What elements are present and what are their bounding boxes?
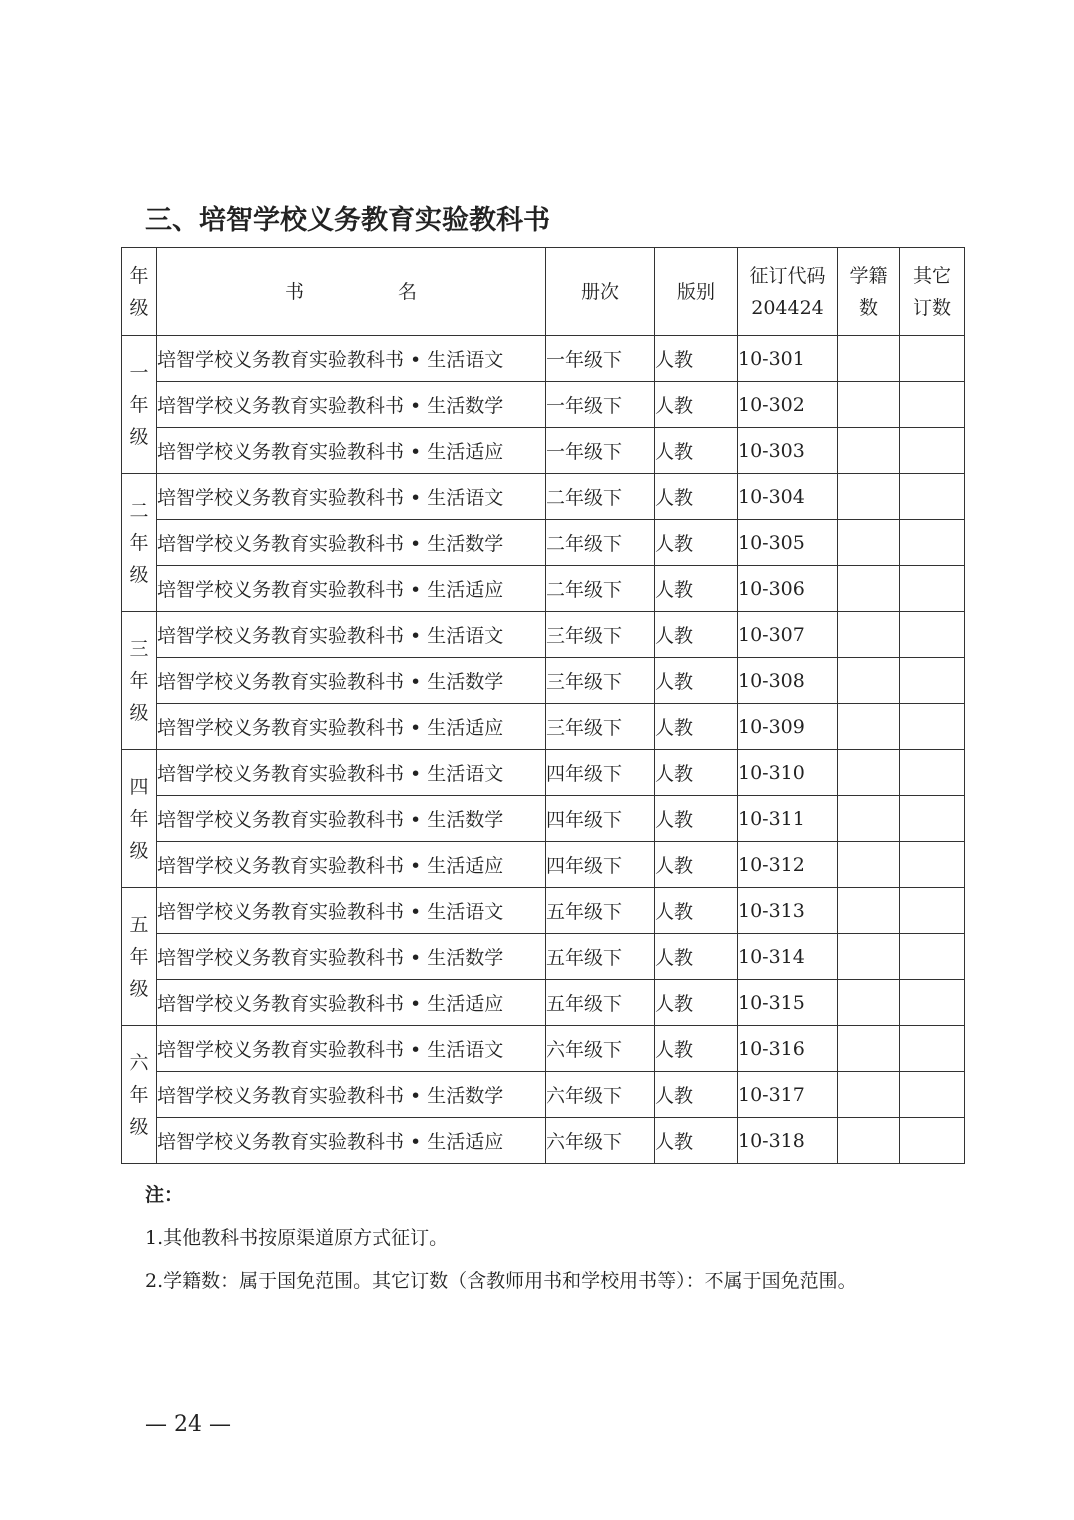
book-name-cell: 培智学校义务教育实验教科书 • 生活适应 (157, 428, 546, 474)
other-orders-cell[interactable] (900, 474, 965, 520)
enrollment-count-cell[interactable] (838, 566, 900, 612)
other-orders-cell[interactable] (900, 520, 965, 566)
volume-cell: 六年级下 (546, 1026, 655, 1072)
grade-char: 五 (129, 913, 149, 936)
volume-cell: 四年级下 (546, 750, 655, 796)
table-row (122, 566, 965, 612)
grade-char: 年 (129, 1083, 149, 1106)
page-title: 三、培智学校义务教育实验教科书 (145, 205, 550, 236)
table-row (122, 658, 965, 704)
other-orders-cell[interactable] (900, 796, 965, 842)
volume-cell: 六年级下 (546, 1072, 655, 1118)
grade-char: 一 (129, 361, 149, 384)
table-row (122, 934, 965, 980)
textbook-order-table (121, 247, 965, 1164)
volume-cell: 一年级下 (546, 382, 655, 428)
order-code-cell: 10-312 (738, 842, 838, 888)
table-row (122, 1026, 965, 1072)
enrollment-count-cell[interactable] (838, 428, 900, 474)
grade-char: 年 (129, 669, 149, 692)
book-name-cell: 培智学校义务教育实验教科书 • 生活数学 (157, 520, 546, 566)
book-name-cell: 培智学校义务教育实验教科书 • 生活适应 (157, 1118, 546, 1164)
order-code-cell: 10-311 (738, 796, 838, 842)
order-code-cell: 10-302 (738, 382, 838, 428)
order-code-cell: 10-313 (738, 888, 838, 934)
notes-section (145, 1180, 857, 1311)
book-name-cell: 培智学校义务教育实验教科书 • 生活语文 (157, 612, 546, 658)
enrollment-count-cell[interactable] (838, 1118, 900, 1164)
other-orders-cell[interactable] (900, 428, 965, 474)
volume-cell: 二年级下 (546, 520, 655, 566)
grade-char: 三 (129, 637, 149, 660)
volume-cell: 五年级下 (546, 934, 655, 980)
enrollment-count-cell[interactable] (838, 888, 900, 934)
grade-cell (122, 336, 157, 474)
order-code-cell: 10-318 (738, 1118, 838, 1164)
volume-cell: 六年级下 (546, 1118, 655, 1164)
header-grade: 年 级 (122, 248, 157, 336)
grade-char: 级 (129, 1115, 149, 1138)
table-row (122, 888, 965, 934)
publisher-cell: 人教 (655, 796, 738, 842)
header-volume: 册次 (546, 248, 655, 336)
enrollment-count-cell[interactable] (838, 382, 900, 428)
table-row (122, 1118, 965, 1164)
other-orders-cell[interactable] (900, 566, 965, 612)
publisher-cell: 人教 (655, 704, 738, 750)
other-orders-cell[interactable] (900, 1072, 965, 1118)
book-name-cell: 培智学校义务教育实验教科书 • 生活数学 (157, 658, 546, 704)
other-orders-cell[interactable] (900, 612, 965, 658)
note-item: 2.学籍数：属于国免范围。其它订数（含教师用书和学校用书等）：不属于国免范围。 (145, 1270, 857, 1292)
enrollment-count-cell[interactable] (838, 1072, 900, 1118)
other-orders-cell[interactable] (900, 658, 965, 704)
other-orders-cell[interactable] (900, 1026, 965, 1072)
book-name-cell: 培智学校义务教育实验教科书 • 生活适应 (157, 980, 546, 1026)
book-name-cell: 培智学校义务教育实验教科书 • 生活语文 (157, 750, 546, 796)
enrollment-count-cell[interactable] (838, 612, 900, 658)
header-order-code: 征订代码 204424 (738, 248, 838, 336)
book-name-cell: 培智学校义务教育实验教科书 • 生活适应 (157, 566, 546, 612)
publisher-cell: 人教 (655, 566, 738, 612)
publisher-cell: 人教 (655, 1072, 738, 1118)
order-code-cell: 10-304 (738, 474, 838, 520)
publisher-cell: 人教 (655, 750, 738, 796)
notes-heading: 注： (145, 1184, 184, 1206)
enrollment-count-cell[interactable] (838, 658, 900, 704)
table-row (122, 796, 965, 842)
header-enrollment-count: 学籍 数 (838, 248, 900, 336)
enrollment-count-cell[interactable] (838, 750, 900, 796)
publisher-cell: 人教 (655, 934, 738, 980)
publisher-cell: 人教 (655, 1026, 738, 1072)
book-name-cell: 培智学校义务教育实验教科书 • 生活数学 (157, 796, 546, 842)
book-name-cell: 培智学校义务教育实验教科书 • 生活数学 (157, 1072, 546, 1118)
publisher-cell: 人教 (655, 474, 738, 520)
order-code-cell: 10-315 (738, 980, 838, 1026)
table-row (122, 1072, 965, 1118)
grade-char: 级 (129, 425, 149, 448)
table-row (122, 336, 965, 382)
other-orders-cell[interactable] (900, 750, 965, 796)
grade-char: 四 (129, 775, 149, 798)
other-orders-cell[interactable] (900, 382, 965, 428)
order-code-cell: 10-314 (738, 934, 838, 980)
header-other-orders: 其它 订数 (900, 248, 965, 336)
volume-cell: 四年级下 (546, 842, 655, 888)
book-name-cell: 培智学校义务教育实验教科书 • 生活适应 (157, 842, 546, 888)
grade-char: 年 (129, 393, 149, 416)
table-row (122, 428, 965, 474)
enrollment-count-cell[interactable] (838, 842, 900, 888)
other-orders-cell[interactable] (900, 842, 965, 888)
table-row (122, 612, 965, 658)
table-header-row (122, 248, 965, 336)
note-item: 1.其他教科书按原渠道原方式征订。 (145, 1227, 449, 1249)
publisher-cell: 人教 (655, 382, 738, 428)
table-row (122, 704, 965, 750)
other-orders-cell[interactable] (900, 980, 965, 1026)
grade-char: 级 (129, 839, 149, 862)
grade-char: 年 (129, 807, 149, 830)
order-code-cell: 10-310 (738, 750, 838, 796)
volume-cell: 一年级下 (546, 428, 655, 474)
volume-cell: 三年级下 (546, 612, 655, 658)
enrollment-count-cell[interactable] (838, 474, 900, 520)
grade-cell (122, 612, 157, 750)
grade-cell (122, 474, 157, 612)
header-publisher: 版别 (655, 248, 738, 336)
publisher-cell: 人教 (655, 980, 738, 1026)
volume-cell: 三年级下 (546, 704, 655, 750)
volume-cell: 五年级下 (546, 980, 655, 1026)
table-row (122, 382, 965, 428)
table-row (122, 750, 965, 796)
table-row (122, 980, 965, 1026)
book-name-cell: 培智学校义务教育实验教科书 • 生活语文 (157, 888, 546, 934)
grade-char: 六 (129, 1051, 149, 1074)
publisher-cell: 人教 (655, 428, 738, 474)
enrollment-count-cell[interactable] (838, 1026, 900, 1072)
order-code-cell: 10-316 (738, 1026, 838, 1072)
grade-cell (122, 1026, 157, 1164)
order-code-cell: 10-317 (738, 1072, 838, 1118)
other-orders-cell[interactable] (900, 704, 965, 750)
volume-cell: 一年级下 (546, 336, 655, 382)
grade-char: 年 (129, 945, 149, 968)
publisher-cell: 人教 (655, 1118, 738, 1164)
table-row (122, 842, 965, 888)
publisher-cell: 人教 (655, 658, 738, 704)
grade-char: 级 (129, 563, 149, 586)
table-row (122, 520, 965, 566)
enrollment-count-cell[interactable] (838, 336, 900, 382)
other-orders-cell[interactable] (900, 1118, 965, 1164)
page-number: — 24 — (145, 1412, 231, 1437)
order-code-cell: 10-305 (738, 520, 838, 566)
order-code-cell: 10-307 (738, 612, 838, 658)
header-book-name: 书 名 (157, 248, 546, 336)
other-orders-cell[interactable] (900, 934, 965, 980)
other-orders-cell[interactable] (900, 888, 965, 934)
volume-cell: 五年级下 (546, 888, 655, 934)
book-name-cell: 培智学校义务教育实验教科书 • 生活适应 (157, 704, 546, 750)
publisher-cell: 人教 (655, 612, 738, 658)
enrollment-count-cell[interactable] (838, 980, 900, 1026)
order-code-cell: 10-309 (738, 704, 838, 750)
book-name-cell: 培智学校义务教育实验教科书 • 生活语文 (157, 1026, 546, 1072)
enrollment-count-cell[interactable] (838, 704, 900, 750)
publisher-cell: 人教 (655, 888, 738, 934)
book-name-cell: 培智学校义务教育实验教科书 • 生活数学 (157, 382, 546, 428)
grade-cell (122, 750, 157, 888)
book-name-cell: 培智学校义务教育实验教科书 • 生活语文 (157, 474, 546, 520)
volume-cell: 四年级下 (546, 796, 655, 842)
publisher-cell: 人教 (655, 842, 738, 888)
enrollment-count-cell[interactable] (838, 520, 900, 566)
other-orders-cell[interactable] (900, 336, 965, 382)
table-row (122, 474, 965, 520)
enrollment-count-cell[interactable] (838, 934, 900, 980)
order-code-cell: 10-301 (738, 336, 838, 382)
volume-cell: 二年级下 (546, 474, 655, 520)
volume-cell: 二年级下 (546, 566, 655, 612)
order-code-cell: 10-303 (738, 428, 838, 474)
publisher-cell: 人教 (655, 336, 738, 382)
enrollment-count-cell[interactable] (838, 796, 900, 842)
book-name-cell: 培智学校义务教育实验教科书 • 生活语文 (157, 336, 546, 382)
book-name-cell: 培智学校义务教育实验教科书 • 生活数学 (157, 934, 546, 980)
volume-cell: 三年级下 (546, 658, 655, 704)
grade-char: 级 (129, 701, 149, 724)
grade-char: 二 (129, 499, 149, 522)
grade-cell (122, 888, 157, 1026)
order-code-cell: 10-308 (738, 658, 838, 704)
grade-char: 年 (129, 531, 149, 554)
publisher-cell: 人教 (655, 520, 738, 566)
grade-char: 级 (129, 977, 149, 1000)
order-code-cell: 10-306 (738, 566, 838, 612)
